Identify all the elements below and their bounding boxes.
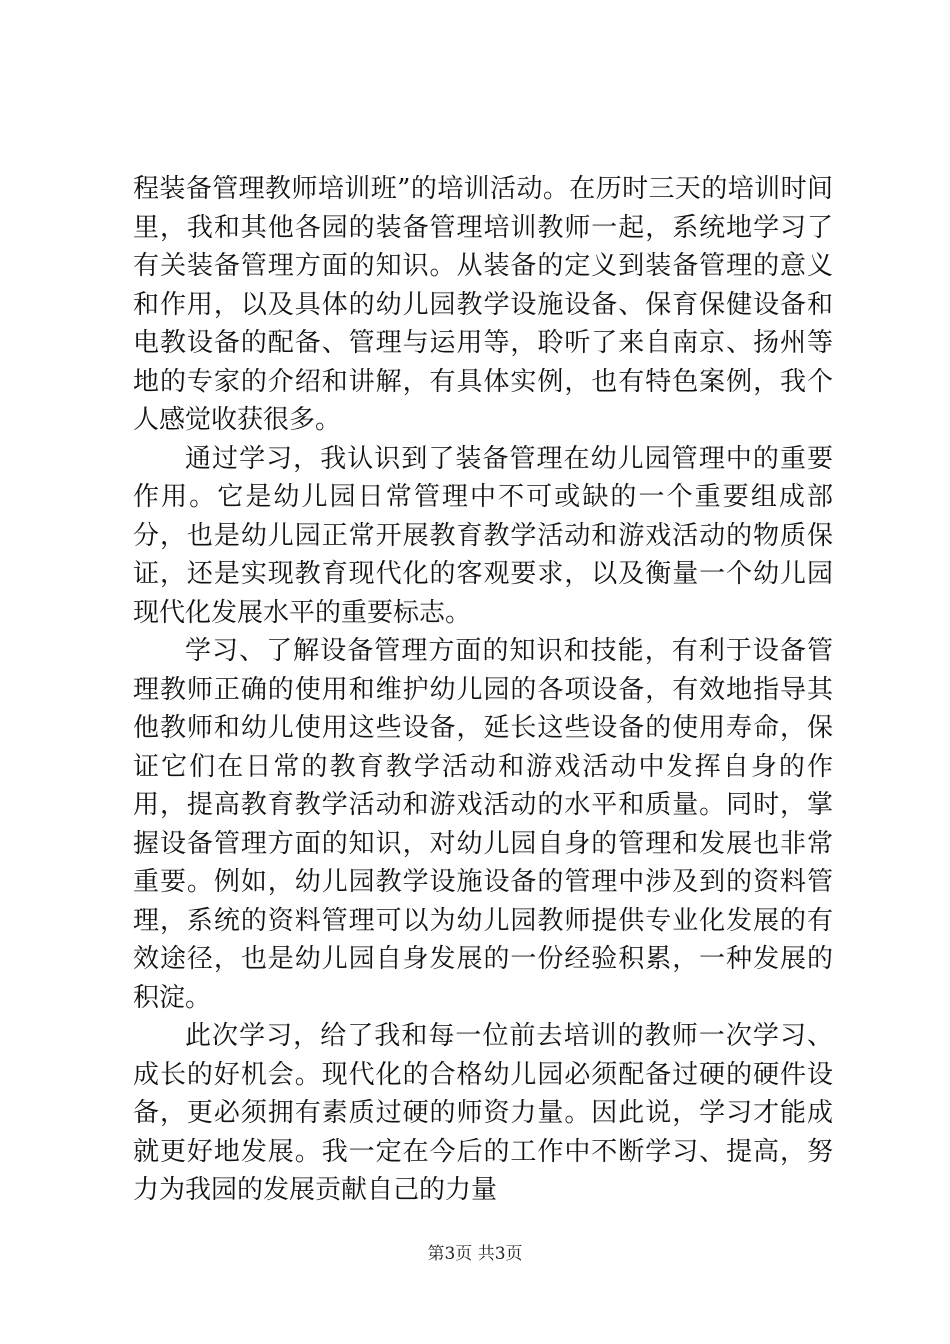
paragraph-importance: 通过学习，我认识到了装备管理在幼儿园管理中的重要作用。它是幼儿园日常管理中不可或缺的一个重要组成部分，也是幼儿园正常开展教育教学活动和游戏活动的物质保证，还是实现教育现代化的客观要求，以及衡量一个幼儿园现代化发展水平的重要标志。 <box>133 443 833 628</box>
paragraph-continuation: 程装备管理教师培训班”的培训活动。在历时三天的培训时间里，我和其他各园的装备管理培训教师一起，系统地学习了有关装备管理方面的知识。从装备的定义到装备管理的意义和作用，以及具体的幼儿园教学设施设备、保育保健设备和电教设备的配备、管理与运用等，聆听了来自南京、扬州等地的专家的介绍和讲解，有具体实例，也有特色案例，我个人感觉收获很多。 <box>133 174 833 435</box>
document-body <box>133 170 833 1210</box>
page-number-footer: 第3页 共3页 <box>427 1244 523 1264</box>
paragraph-knowledge-skills: 学习、了解设备管理方面的知识和技能，有利于设备管理教师正确的使用和维护幼儿园的各项设备，有效地指导其他教师和幼儿使用这些设备，延长这些设备的使用寿命，保证它们在日常的教育教学活动和游戏活动中发挥自身的作用，提高教育教学活动和游戏活动的水平和质量。同时，掌握设备管理方面的知识，对幼儿园自身的管理和发展也非常重要。例如，幼儿园教学设施设备的管理中涉及到的资料管理，系统的资料管理可以为幼儿园教师提供专业化发展的有效途径，也是幼儿园自身发展的一份经验积累，一种发展的积淀。 <box>133 636 833 1013</box>
paragraph-conclusion: 此次学习，给了我和每一位前去培训的教师一次学习、成长的好机会。现代化的合格幼儿园必须配备过硬的硬件设备，更必须拥有素质过硬的师资力量。因此说，学习才能成就更好地发展。我一定在今后的工作中不断学习、提高，努力为我园的发展贡献自己的力量 <box>133 1021 833 1205</box>
